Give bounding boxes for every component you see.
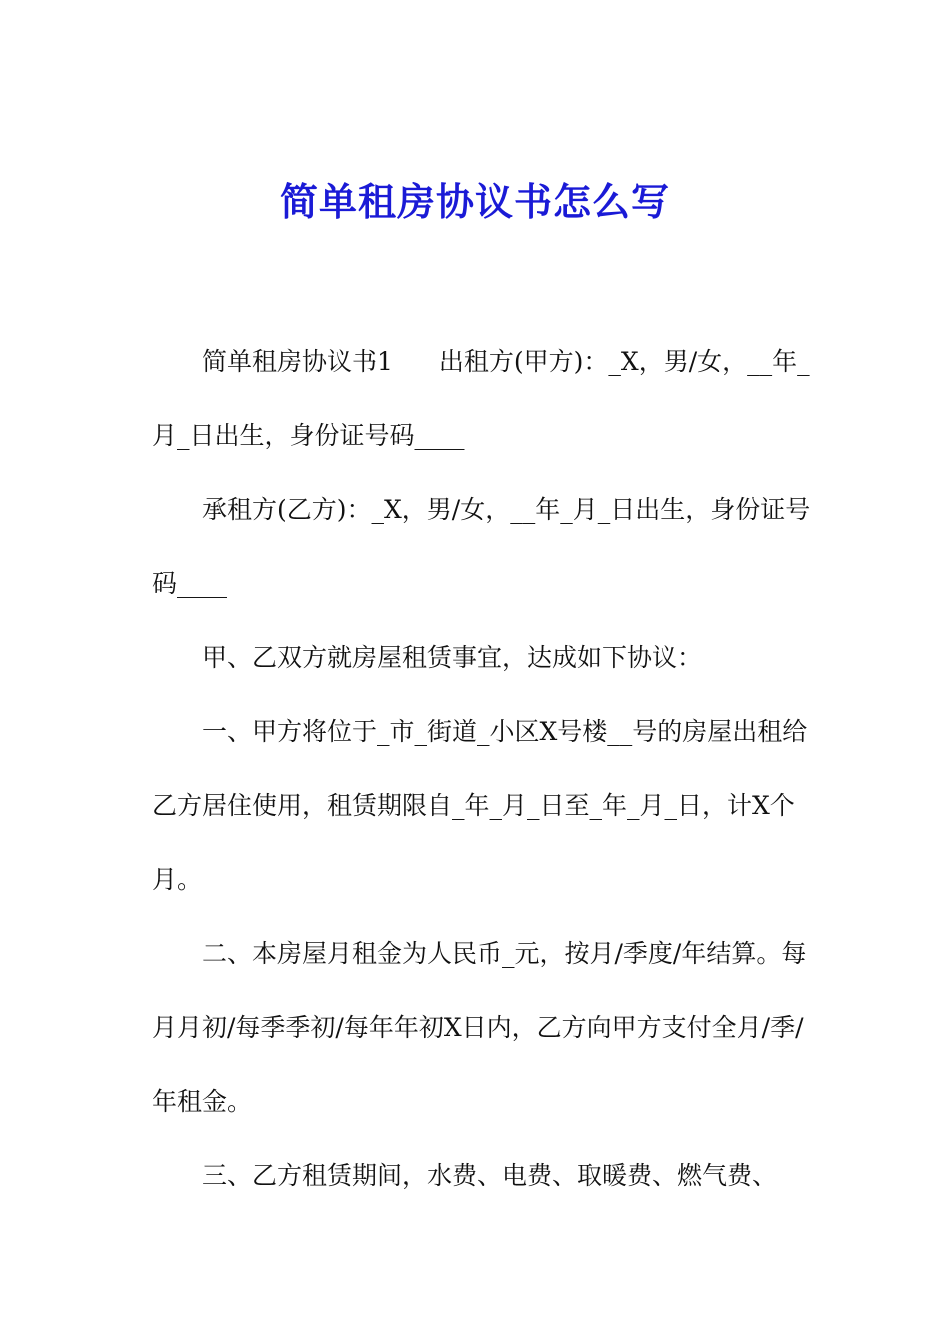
document-title: 简单租房协议书怎么写	[279, 179, 670, 224]
document-body	[152, 325, 812, 1213]
paragraph-clause-3: 三、乙方租赁期间，水费、电费、取暖费、燃气费、	[202, 1161, 778, 1190]
paragraph-agreement-intro: 甲、乙双方就房屋租赁事宜，达成如下协议：	[202, 643, 703, 672]
paragraph-clause-2: 二、本房屋月租金为人民币_元，按月/季度/年结算。每月月初/每季季初/每年年初X日内，乙方向甲方支付全月/季/年租金。	[152, 939, 807, 1116]
paragraph-lead: 简单租房协议书1	[202, 347, 393, 376]
paragraph-lessee: 承租方(乙方)：_X，男/女，__年_月_日出生，身份证号码____	[152, 495, 811, 598]
paragraph-text: 出租方(甲方)：_X，男/女，__年_月_日出生，身份证号码____	[152, 347, 810, 450]
paragraph-clause-1: 一、甲方将位于_市_街道_小区X号楼__号的房屋出租给乙方居住使用，租赁期限自_年_月_日至_年_月_日，计X个月。	[152, 717, 808, 894]
paragraph-lessor	[152, 325, 812, 473]
